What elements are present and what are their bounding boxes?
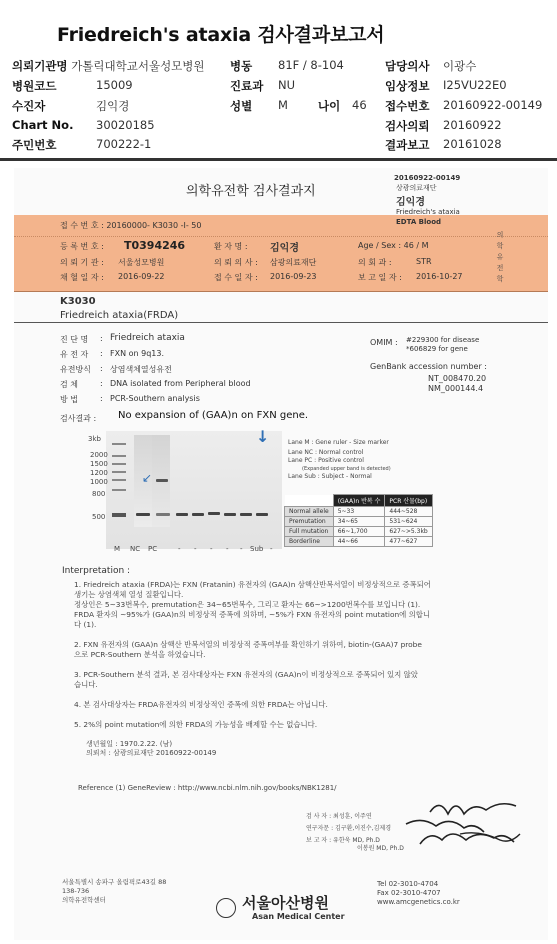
age-value: 46 xyxy=(352,98,367,112)
corner-accession: 20160922-00149 xyxy=(394,174,461,182)
req-doctor-value: 삼광의료재단 xyxy=(270,258,317,267)
sex-label: 성별 xyxy=(230,99,253,113)
lane-label: - xyxy=(226,545,229,553)
footer-address: 서울특별시 송파구 올림픽로43길 88 138-736 의학유전학센터 xyxy=(62,878,167,904)
age-sex: Age / Sex : 46 / M xyxy=(358,241,429,250)
upper-band-arrow-icon: ↙ xyxy=(142,471,153,485)
size-label: 1000 xyxy=(90,478,108,486)
omim-gene: *606829 for gene xyxy=(406,345,468,353)
dept-value: NU xyxy=(278,78,296,92)
lane-label: - xyxy=(194,545,197,553)
field-diagnosis-value: Friedreich ataxia xyxy=(110,333,185,343)
meta-row-1: 의뢰기관명 가톨릭대학교서울성모병원 xyxy=(12,59,205,73)
field-method-label: 방 법 xyxy=(60,395,78,404)
hospital-code-value: 15009 xyxy=(96,78,133,92)
corner-test: Friedreich's ataxia xyxy=(396,208,460,216)
lane-label: NC xyxy=(130,545,141,553)
clinical-info-value: I25VU22E0 xyxy=(443,78,507,92)
test-name: Friedreich ataxia(FRDA) xyxy=(60,310,179,321)
resident-id-value: 700222-1 xyxy=(96,137,152,151)
genbank-nm: NM_000144.4 xyxy=(428,384,484,393)
interpretation-title: Interpretation : xyxy=(62,566,131,576)
field-inheritance-value: 상염색체열성유전 xyxy=(110,365,172,374)
result-label: 검사결과 : xyxy=(60,414,97,423)
size-label: 800 xyxy=(92,490,106,498)
table-row: Borderline 44~66 477~627 xyxy=(285,537,433,547)
hospital-code-label: 병원코드 xyxy=(12,79,57,93)
scan-report-date-value: 2016-10-27 xyxy=(416,272,463,281)
inst-value: 서울성모병원 xyxy=(118,258,165,267)
patient-label: 수진자 xyxy=(12,99,46,113)
genbank-nt: NT_008470.20 xyxy=(428,374,487,383)
report-date-value: 20161028 xyxy=(443,137,502,151)
resident-id-label: 주민번호 xyxy=(12,138,57,152)
lane-label: PC xyxy=(148,545,158,553)
reference: Reference (1) GeneReview : http://www.ncbi.nlm.nih.gov/books/NBK1281/ xyxy=(78,784,337,792)
asan-logo-icon xyxy=(216,898,236,918)
gel-image xyxy=(106,427,282,549)
subject-arrow-icon: ↓ xyxy=(256,427,270,446)
receive-date-value: 2016-09-23 xyxy=(270,272,317,281)
size-label: 2000 xyxy=(90,451,108,459)
receive-date-label: 접 수 일 자 : xyxy=(214,273,258,282)
omim-label: OMIM : xyxy=(370,338,398,347)
request-date-label: 검사의뢰 xyxy=(385,119,430,133)
size-label: 1200 xyxy=(90,469,108,477)
req-dept-value: STR xyxy=(416,257,432,266)
draw-date-label: 채 혈 일 자 : xyxy=(60,273,104,282)
field-specimen-value: DNA isolated from Peripheral blood xyxy=(110,379,251,388)
scan-patient-label: 환 자 명 : xyxy=(214,242,248,251)
gel-legend: Lane M : Gene ruler - Size marker Lane NC : Normal control Lane PC : Positive control (Expanded upper band is detected) Lane Sub : Subject - Normal xyxy=(288,439,391,480)
omim-disease: #229300 for disease xyxy=(406,336,480,344)
sex-value: M xyxy=(278,98,288,112)
corner-lab: 상광의료재단 xyxy=(396,184,437,192)
reg-no-label: 등 록 번 호 : xyxy=(60,242,104,251)
scan-patient-value: 김익경 xyxy=(270,243,299,254)
lane-label: - xyxy=(270,545,273,553)
field-diagnosis-label: 진 단 명 xyxy=(60,335,89,344)
chart-no-label: Chart No. xyxy=(12,118,74,132)
table-row: Normal allele 5~33 444~528 xyxy=(285,507,433,517)
accession-value: 20160922-00149 xyxy=(443,98,543,112)
doctor-label: 담당의사 xyxy=(385,59,430,73)
field-gene-label: 유 전 자 xyxy=(60,350,89,359)
patient-value: 김익경 xyxy=(96,99,130,113)
ward-value: 81F / 8-104 xyxy=(278,58,344,72)
result-value: No expansion of (GAA)n on FXN gene. xyxy=(118,410,309,421)
lane-label: - xyxy=(240,545,243,553)
ward-label: 병동 xyxy=(230,59,253,73)
scanned-report: 의학유전학 검사결과지 20160922-00149 상광의료재단 김익경 Friedreich's ataxia EDTA Blood 접 수 번 호 : 20160000- K3030 -I- 50 등 록 번 호 : T0394246 환 자 명 : 김익경 Age / Sex : 46 / M 의 뢰 기 관 : 서울성모병원 의 뢰 의 사 : 삼광의료재단 의 회 과 : STR 채 혈 일 자 : 2016-09-22 접 수 일 자 : 2016-09-23 보 고 일 자 : 2016-10-27 의 학 유 전 학 K3030 Friedreich ataxia(FRDA) 진 단 명 : Friedreich ataxia 유 전 자 : FXN on 9q13. 유전방식 : 상염색체열성유전 검 체 : DNA isolated from Peripheral blood 방 법 : PCR-Southern analysis OMIM : #229300 for disease *606829 for gene GenBank accession number : NT_008470.20 NM_000144.4 검사결과 : No expansion of (GAA)n on FXN gene. ↙ ↓ 3kb 2000 1500 1200 1000 800 500 M NC PC - - - - - Sub - Lane M : Gene ruler - Size marker Lane NC : Normal control Lane PC : Positive control (Expanded upper band is detected) Lane Sub : Subject - Normal (GAA)n 반복 수 PCR 산물(bp) Normal allele 5~33 444~528 Premutation 34~65 531~624 Full mutation 66~1,700 627~>5.3kb Borderline 44~66 477~627 Interpretation : 1. Friedreich ataxia (FRDA)는 FXN (Fratanin) 유전자의 (GAA)n 삼핵산반복서열이 비정상적으로 증폭되어 생기는 상염색체 열성 질환입니다. 정상인은 5~33번복수, premutation은 34~65번복수, 그리고 환자는 66~>1200번복수를 보입니다 (1). FRDA 환자의 ~95%가 (GAA)n의 비정상적 증폭에 의하며, ~5%가 FXN 유전자의 point mutation에 의합니 다 (1). 2. FXN 유전자의 (GAA)n 삼핵산 반복서열의 비정상적 증폭여부를 확인하기 위하여, biotin-(GAA)7 probe 으로 PCR-Southern 분석을 하였습니다. 3. PCR-Southern 분석 결과, 본 검사대상자는 FXN 유전자의 (GAA)n이 비정상적으로 증폭되어 있지 않았 습니다. 4. 본 검사대상자는 FRDA유전자의 비정상적인 증폭에 의한 FRDA는 아닙니다. 5. 2%의 point mutation에 의한 FRDA의 가능성을 배제할 수는 없습니다. 생년월일 : 1970.2.22. (남) 의뢰처 : 삼광의료재단 20160922-00149 Reference (1) GeneReview : http://www.ncbi.nlm.nih.gov/books/NBK1281/ 검 사 자 : 최성훈, 이주연 연구자문 : 김구환,이진수,김제경 보 고 자 : 유한욱 MD, Ph.D 이봉원 MD, Ph.D 서울특별시 송파구 올림픽로43길 88 138-736 의학유전학센터 서울아산병원 Asan Medical Center Tel 02-3010-4704 Fax 02-3010-4707 www.amcgenetics.co.kr xyxy=(14,168,548,940)
scan-report-date-label: 보 고 일 자 : xyxy=(358,273,402,282)
request-date-value: 20160922 xyxy=(443,118,502,132)
size-label: 3kb xyxy=(88,435,101,443)
genbank-label: GenBank accession number : xyxy=(370,362,487,371)
birth-date: 생년월일 : 1970.2.22. (남) xyxy=(86,740,173,748)
chart-no-value: 30020185 xyxy=(96,118,155,132)
size-label: 500 xyxy=(92,513,106,521)
lane-label: Sub xyxy=(250,545,264,553)
test-code: K3030 xyxy=(60,296,96,307)
signers: 검 사 자 : 최성훈, 이주연 연구자문 : 김구환,이진수,김제경 보 고 자 : 유한욱 MD, Ph.D 이봉원 MD, Ph.D xyxy=(306,813,404,852)
draw-date-value: 2016-09-22 xyxy=(118,272,165,281)
signature-image xyxy=(400,794,540,858)
reg-no-value: T0394246 xyxy=(124,239,186,252)
field-gene-value: FXN on 9q13. xyxy=(110,349,165,358)
report-title: Friedreich's ataxia 검사결과보고서 xyxy=(57,24,385,46)
receipt-number: 접 수 번 호 : 20160000- K3030 -I- 50 xyxy=(60,221,202,230)
gaa-repeat-table xyxy=(284,494,433,547)
hospital-name-en: Asan Medical Center xyxy=(252,912,345,921)
age-label: 나이 xyxy=(318,99,341,113)
table-header: (GAA)n 반복 수 PCR 산물(bp) xyxy=(285,495,433,507)
inst-label: 의 뢰 기 관 : xyxy=(60,258,104,267)
side-label: 의 학 유 전 학 xyxy=(496,231,504,283)
accession-label: 접수번호 xyxy=(385,99,430,113)
lane-label: - xyxy=(210,545,213,553)
hospital-name-ko: 서울아산병원 xyxy=(242,894,329,912)
lane-label: - xyxy=(178,545,181,553)
table-row: Premutation 34~65 531~624 xyxy=(285,517,433,527)
corner-patient: 김익경 xyxy=(396,197,425,208)
lane-label: M xyxy=(114,545,121,553)
scan-title: 의학유전학 검사결과지 xyxy=(186,184,316,199)
doctor-value: 이광수 xyxy=(443,59,477,73)
table-row: Full mutation 66~1,700 627~>5.3kb xyxy=(285,527,433,537)
req-doctor-label: 의 뢰 의 사 : xyxy=(214,258,258,267)
requester: 의뢰처 : 삼광의료재단 20160922-00149 xyxy=(86,749,217,757)
clinical-info-label: 임상정보 xyxy=(385,79,430,93)
footer-contact: Tel 02-3010-4704 Fax 02-3010-4707 www.amcgenetics.co.kr xyxy=(377,880,460,906)
dept-label: 진료과 xyxy=(230,79,264,93)
field-method-value: PCR-Southern analysis xyxy=(110,394,200,403)
field-inheritance-label: 유전방식 xyxy=(60,365,91,374)
size-label: 1500 xyxy=(90,460,108,468)
req-dept-label: 의 회 과 : xyxy=(358,258,392,267)
report-date-label: 결과보고 xyxy=(385,138,430,152)
field-specimen-label: 검 체 xyxy=(60,380,78,389)
header-divider xyxy=(0,158,557,161)
corner-specimen: EDTA Blood xyxy=(396,218,442,226)
